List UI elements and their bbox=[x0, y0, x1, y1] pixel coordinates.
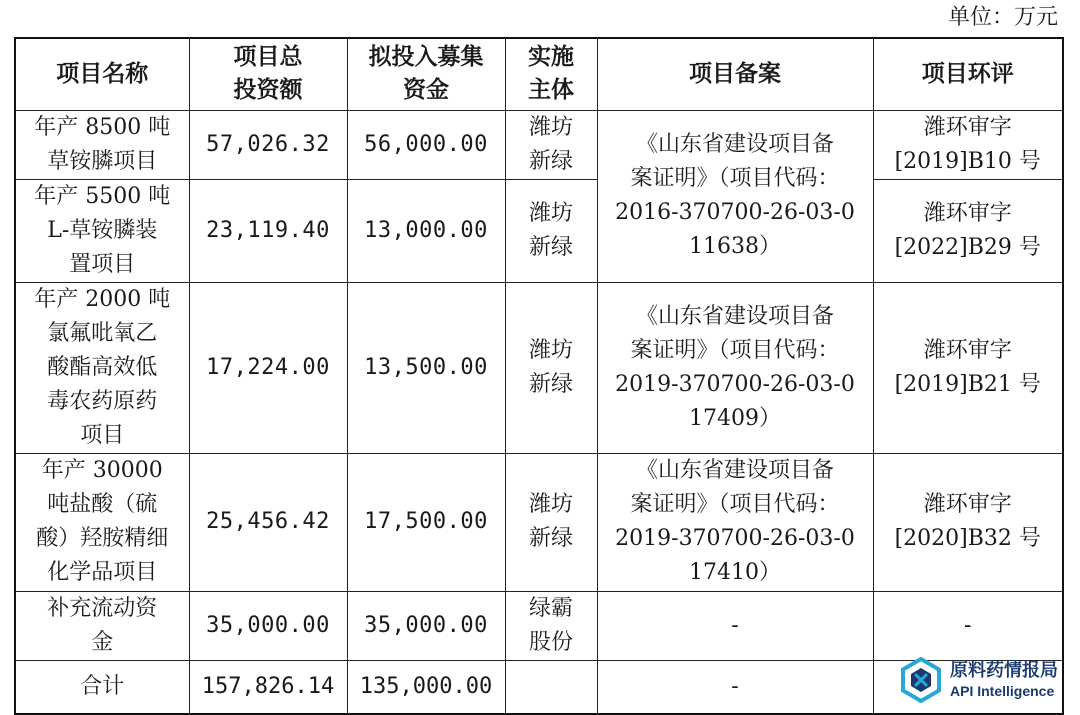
total-investment-cell: 57,026.32 bbox=[189, 110, 347, 179]
total-investment-sum: 157,826.14 bbox=[189, 660, 347, 714]
table-row bbox=[15, 282, 1063, 453]
header-project-name: 项目名称 bbox=[15, 38, 189, 110]
project-name-cell: 年产 5500 吨 L-草铵膦装 置项目 bbox=[15, 179, 189, 282]
watermark-name-cn: 原料药情报局 bbox=[950, 659, 1058, 681]
total-investment-cell: 23,119.40 bbox=[189, 179, 347, 282]
entity-cell: 潍坊 新绿 bbox=[505, 453, 597, 591]
table-row bbox=[15, 110, 1063, 179]
table-row bbox=[15, 591, 1063, 660]
header-entity: 实施 主体 bbox=[505, 38, 597, 110]
table-row bbox=[15, 179, 1063, 282]
fund-usage-table bbox=[14, 37, 1064, 715]
filing-total-cell: - bbox=[597, 660, 873, 714]
raised-funds-cell: 56,000.00 bbox=[347, 110, 505, 179]
entity-cell: 潍坊 新绿 bbox=[505, 179, 597, 282]
total-investment-cell: 25,456.42 bbox=[189, 453, 347, 591]
total-investment-cell: 17,224.00 bbox=[189, 282, 347, 453]
filing-cell: 《山东省建设项目备 案证明》（项目代码： 2019-370700-26-03-0 17409） bbox=[597, 282, 873, 453]
table-row bbox=[15, 453, 1063, 591]
filing-cell: - bbox=[597, 591, 873, 660]
entity-cell: 绿霸 股份 bbox=[505, 591, 597, 660]
raised-funds-cell: 13,500.00 bbox=[347, 282, 505, 453]
eia-cell: 潍环审字 [2019]B10 号 bbox=[873, 110, 1063, 179]
filing-cell: 《山东省建设项目备 案证明》（项目代码： 2016-370700-26-03-0 11638） bbox=[597, 110, 873, 282]
table-header-row bbox=[15, 38, 1063, 110]
entity-cell: 潍坊 新绿 bbox=[505, 282, 597, 453]
entity-cell: 潍坊 新绿 bbox=[505, 110, 597, 179]
project-name-cell: 年产 8500 吨 草铵膦项目 bbox=[15, 110, 189, 179]
header-raised-funds: 拟投入募集 资金 bbox=[347, 38, 505, 110]
api-intelligence-logo-icon bbox=[898, 657, 944, 703]
project-name-cell: 补充流动资 金 bbox=[15, 591, 189, 660]
unit-label: 单位：万元 bbox=[947, 5, 1058, 30]
header-eia: 项目环评 bbox=[873, 38, 1063, 110]
header-total-investment: 项目总 投资额 bbox=[189, 38, 347, 110]
watermark bbox=[898, 651, 1074, 709]
eia-cell: 潍环审字 [2022]B29 号 bbox=[873, 179, 1063, 282]
raised-funds-cell: 13,000.00 bbox=[347, 179, 505, 282]
project-name-cell: 年产 30000 吨盐酸（硫 酸）羟胺精细 化学品项目 bbox=[15, 453, 189, 591]
project-name-cell: 年产 2000 吨 氯氟吡氧乙 酸酯高效低 毒农药原药 项目 bbox=[15, 282, 189, 453]
total-label: 合计 bbox=[15, 660, 189, 714]
raised-funds-cell: 17,500.00 bbox=[347, 453, 505, 591]
eia-cell: 潍环审字 [2020]B32 号 bbox=[873, 453, 1063, 591]
watermark-name-en: API Intelligence bbox=[950, 682, 1055, 699]
total-investment-cell: 35,000.00 bbox=[189, 591, 347, 660]
raised-funds-sum: 135,000.00 bbox=[347, 660, 505, 714]
header-filing: 项目备案 bbox=[597, 38, 873, 110]
raised-funds-cell: 35,000.00 bbox=[347, 591, 505, 660]
eia-cell: 潍环审字 [2019]B21 号 bbox=[873, 282, 1063, 453]
filing-cell: 《山东省建设项目备 案证明》（项目代码： 2019-370700-26-03-0 17410） bbox=[597, 453, 873, 591]
eia-cell: - bbox=[873, 591, 1063, 660]
entity-total-cell bbox=[505, 660, 597, 714]
